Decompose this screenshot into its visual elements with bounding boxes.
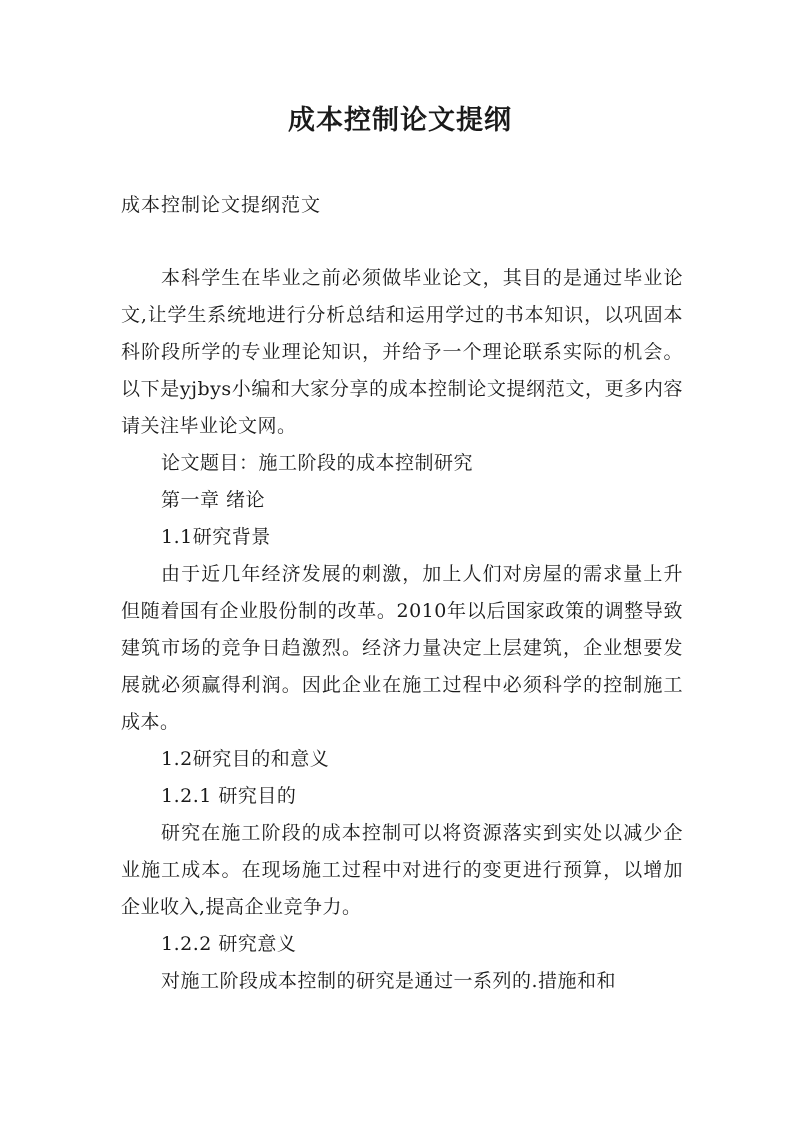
document-subtitle: 成本控制论文提纲范文 — [121, 194, 322, 216]
purpose-paragraph: 研究在施工阶段的成本控制可以将资源落实到实处以减少企业施工成本。在现场施工过程中对进行的变更进行预算，以增加企业收入,提高企业竞争力。 — [121, 822, 683, 918]
background-paragraph: 由于近几年经济发展的刺激，加上人们对房屋的需求量上升但随着国有企业股份制的改革。2010年以后国家政策的调整导致建筑市场的竞争日趋激烈。经济力量决定上层建筑，企业想要发展就必须赢得利润。因此企业在施工过程中必须科学的控制施工成本。 — [121, 563, 683, 733]
chapter-heading: 第一章 绪论 — [161, 489, 266, 511]
document-title: 成本控制论文提纲 — [288, 105, 512, 136]
subsection-heading: 1.2.1 研究目的 — [161, 785, 297, 807]
thesis-topic: 论文题目：施工阶段的成本控制研究 — [161, 452, 474, 474]
subsection-heading: 1.2.2 研究意义 — [161, 933, 297, 955]
section-heading: 1.2研究目的和意义 — [161, 748, 330, 770]
section-heading: 1.1研究背景 — [161, 526, 271, 548]
intro-paragraph: 本科学生在毕业之前必须做毕业论文，其目的是通过毕业论文,让学生系统地进行分析总结和运用学过的书本知识，以巩固本科阶段所学的专业理论知识，并给予一个理论联系实际的机会。以下是yjbys小编和大家分享的成本控制论文提纲范文，更多内容请关注毕业论文网。 — [121, 267, 683, 437]
document-body — [121, 260, 683, 1000]
significance-paragraph: 对施工阶段成本控制的研究是通过一系列的.措施和和 — [161, 970, 617, 992]
